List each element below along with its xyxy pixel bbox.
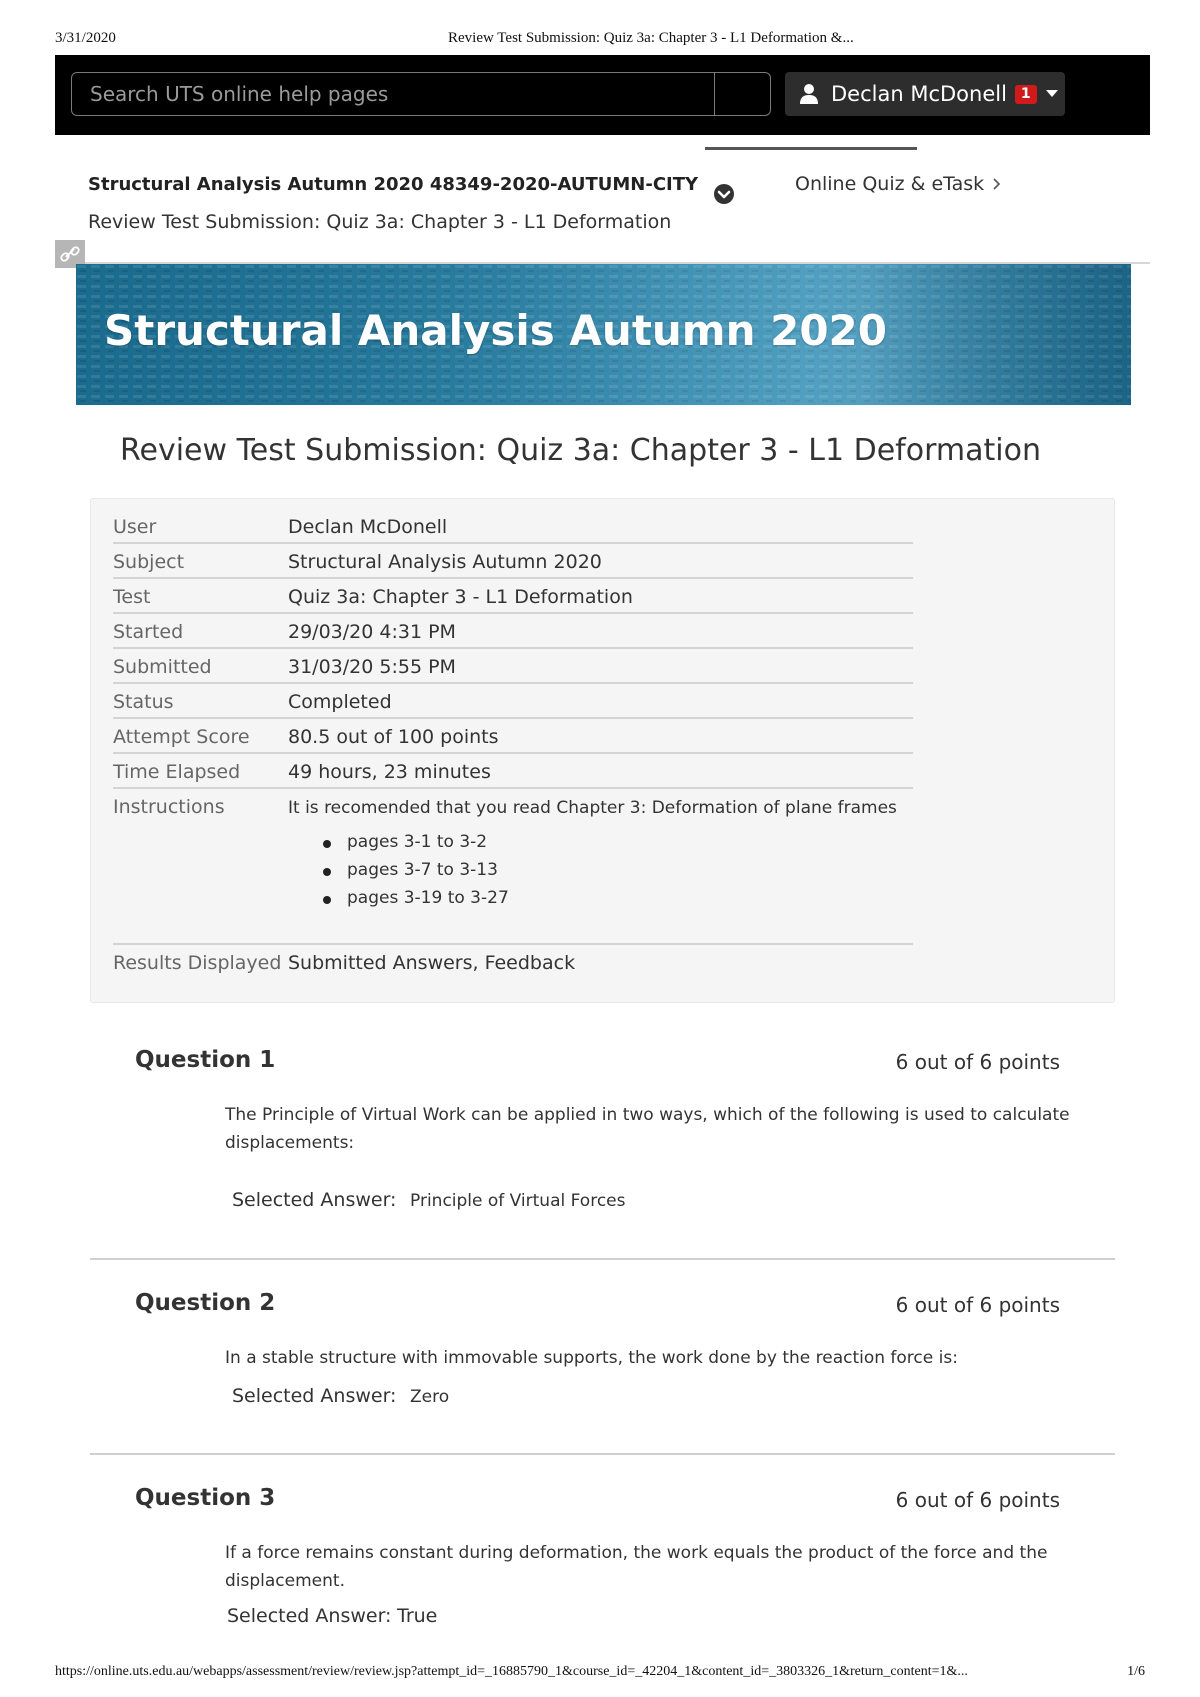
info-value: Submitted Answers, Feedback: [288, 952, 576, 974]
print-url: https://online.uts.edu.au/webapps/assessment/review/review.jsp?attempt_id=_16885790_1&course_id=_42204_1&content_id=_3803326_1&return_content=1&...: [55, 1664, 968, 1679]
bullet-icon: [323, 868, 331, 876]
selected-answer-label: Selected Answer:: [232, 1189, 397, 1211]
course-banner: [76, 264, 1131, 405]
print-header: [55, 30, 1145, 52]
question-title: Question 3: [135, 1485, 276, 1511]
question-divider: [90, 1258, 1115, 1260]
info-value: Structural Analysis Autumn 2020: [288, 551, 602, 573]
page-title: Review Test Submission: Quiz 3a: Chapter 3 - L1 Deformation: [120, 433, 1041, 468]
chevron-circle-down-icon[interactable]: [713, 183, 735, 205]
breadcrumb-current-page: Review Test Submission: Quiz 3a: Chapter 3 - L1 Deformation: [88, 211, 672, 233]
info-row-test: [113, 579, 913, 614]
selected-answer-value: Zero: [410, 1387, 450, 1407]
submission-info-table: [113, 509, 913, 980]
list-item-text: pages 3-19 to 3-27: [347, 888, 509, 908]
info-row-subject: [113, 544, 913, 579]
info-row-attempt-score: [113, 719, 913, 754]
info-value: 80.5 out of 100 points: [288, 726, 499, 748]
print-footer: [55, 1664, 1145, 1686]
selected-answer-value: Principle of Virtual Forces: [410, 1191, 626, 1211]
list-item: [323, 888, 509, 916]
user-name: Declan McDonell: [831, 82, 1007, 106]
list-item: [323, 860, 509, 888]
print-page-number: 1/6: [1127, 1664, 1145, 1679]
list-item: [323, 832, 509, 860]
info-row-time-elapsed: [113, 754, 913, 789]
info-value: Quiz 3a: Chapter 3 - L1 Deformation: [288, 586, 633, 608]
question-points: 6 out of 6 points: [895, 1293, 1060, 1317]
question-1: [90, 1047, 1115, 1237]
question-text: The Principle of Virtual Work can be applied in two ways, which of the following is used to calculate displacements:: [225, 1105, 1070, 1153]
question-points: 6 out of 6 points: [895, 1488, 1060, 1512]
question-2: [90, 1290, 1115, 1450]
selected-answer-label: Selected Answer:: [232, 1385, 397, 1407]
question-title: Question 2: [135, 1290, 276, 1316]
info-label: Subject: [113, 551, 185, 573]
user-icon: [799, 83, 819, 105]
info-row-status: [113, 684, 913, 719]
online-quiz-link[interactable]: [795, 173, 1002, 195]
print-date: 3/31/2020: [55, 30, 116, 46]
selected-answer-label: Selected Answer:: [227, 1605, 392, 1627]
info-label: Submitted: [113, 656, 212, 678]
info-label: Results Displayed: [113, 952, 282, 974]
print-title: Review Test Submission: Quiz 3a: Chapter 3 - L1 Deformation &...: [448, 30, 854, 46]
info-value: Declan McDonell: [288, 516, 448, 538]
info-label: Instructions: [113, 796, 225, 818]
info-label: Attempt Score: [113, 726, 250, 748]
info-label: Started: [113, 621, 184, 643]
selected-answer-value: True: [397, 1605, 438, 1627]
info-row-instructions: [113, 789, 913, 945]
instructions-text: It is recomended that you read Chapter 3: Deformation of plane frames: [288, 798, 897, 818]
course-nav-underline: [705, 147, 917, 150]
search-box: [71, 72, 771, 116]
search-input[interactable]: [72, 73, 716, 115]
info-value: 49 hours, 23 minutes: [288, 761, 491, 783]
bullet-icon: [323, 840, 331, 848]
info-row-results-displayed: [113, 945, 913, 980]
banner-title: Structural Analysis Autumn 2020: [104, 306, 887, 355]
user-menu-button[interactable]: [785, 72, 1065, 116]
online-quiz-label: Online Quiz & eTask: [795, 173, 985, 195]
question-text: In a stable structure with immovable supports, the work done by the reaction force is:: [225, 1348, 958, 1368]
info-label: Status: [113, 691, 174, 713]
notification-badge: 1: [1015, 85, 1037, 104]
list-item-text: pages 3-1 to 3-2: [347, 832, 488, 852]
info-label: User: [113, 516, 157, 538]
chevron-right-icon: [992, 178, 1002, 190]
info-row-started: [113, 614, 913, 649]
question-points: 6 out of 6 points: [895, 1050, 1060, 1074]
info-label: Time Elapsed: [113, 761, 241, 783]
question-3: [90, 1485, 1115, 1650]
search-button[interactable]: [714, 73, 770, 115]
bullet-icon: [323, 896, 331, 904]
info-row-submitted: [113, 649, 913, 684]
question-text: If a force remains constant during deformation, the work equals the product of the force and the displacement.: [225, 1543, 1048, 1591]
info-row-user: [113, 509, 913, 544]
submission-info-card: [90, 498, 1115, 1003]
info-value: Completed: [288, 691, 392, 713]
info-value: 29/03/20 4:31 PM: [288, 621, 456, 643]
question-divider: [90, 1453, 1115, 1455]
list-item-text: pages 3-7 to 3-13: [347, 860, 498, 880]
info-value: 31/03/20 5:55 PM: [288, 656, 456, 678]
top-bar: [55, 55, 1150, 135]
chevron-down-icon: [1045, 89, 1059, 99]
info-label: Test: [113, 586, 151, 608]
course-title[interactable]: Structural Analysis Autumn 2020 48349-2020-AUTUMN-CITY: [88, 174, 699, 195]
question-title: Question 1: [135, 1047, 276, 1073]
instructions-list: [323, 832, 509, 916]
